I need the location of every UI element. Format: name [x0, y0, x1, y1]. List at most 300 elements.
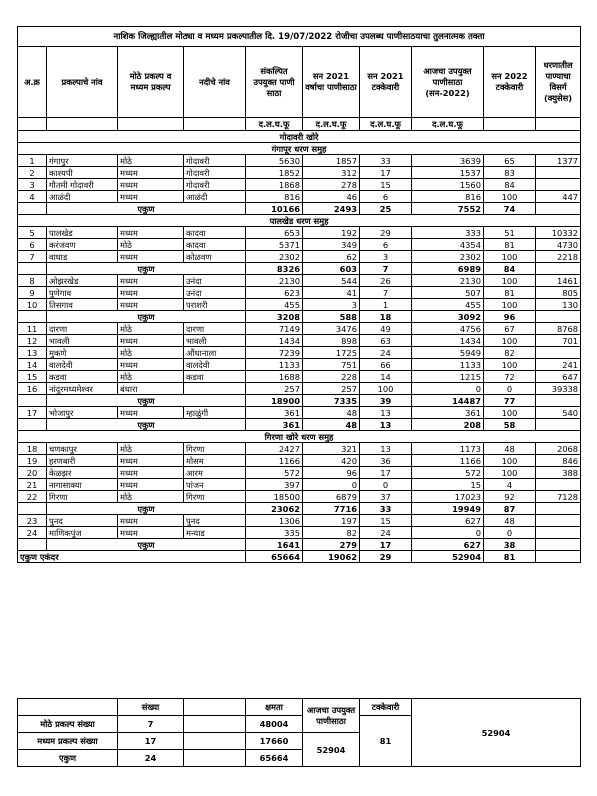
total-label: एकुण [47, 539, 246, 551]
table-cell: मध्यम [118, 299, 184, 311]
table-row [18, 455, 581, 467]
table-cell: 898 [303, 335, 360, 347]
table-cell [18, 311, 47, 323]
table-cell [536, 539, 581, 551]
table-cell [536, 551, 581, 563]
table-cell: मध्यम [118, 191, 184, 203]
table-row [18, 407, 581, 419]
table-cell: 63 [360, 335, 412, 347]
table-cell: 4756 [412, 323, 484, 335]
table-cell: मध्यम [118, 527, 184, 539]
table-cell: पांजन [184, 479, 246, 491]
group-title: गिरणा खोरे धरण समुह [18, 431, 581, 443]
table-cell: 241 [536, 359, 581, 371]
table-cell: 1133 [412, 359, 484, 371]
summary-count: 24 [118, 750, 184, 767]
table-row [18, 335, 581, 347]
table-cell: मध्यम [118, 227, 184, 239]
table-cell: 22 [18, 491, 47, 503]
table-cell [536, 479, 581, 491]
table-cell: 48 [484, 443, 536, 455]
table-cell: वालदेवी [184, 359, 246, 371]
table-cell: 2302 [246, 251, 303, 263]
table-cell: मोठे [118, 491, 184, 503]
table-cell: भावली [47, 335, 118, 347]
summary-capacity: 17660 [246, 733, 303, 750]
table-cell: 10166 [246, 203, 303, 215]
table-cell: 1537 [412, 167, 484, 179]
table-cell: 361 [246, 419, 303, 431]
table-cell: नागासाक्या [47, 479, 118, 491]
table-cell: वाघाड [47, 251, 118, 263]
table-row [18, 179, 581, 191]
table-cell: 52904 [412, 551, 484, 563]
table-cell [18, 263, 47, 275]
group-total-row [18, 539, 581, 551]
table-cell: 83 [484, 167, 536, 179]
table-cell: 37 [360, 491, 412, 503]
table-cell: 130 [536, 299, 581, 311]
table-cell: 24 [360, 527, 412, 539]
table-row [18, 515, 581, 527]
table-cell: 100 [484, 275, 536, 287]
table-cell: मध्यम [118, 275, 184, 287]
table-cell: 7128 [536, 491, 581, 503]
table-cell [536, 503, 581, 515]
group-title-row [18, 215, 581, 227]
table-cell: वालदेवी [47, 359, 118, 371]
table-cell: कडवा [184, 371, 246, 383]
header-sr: अ.क्र [18, 47, 47, 118]
table-cell [536, 419, 581, 431]
table-row [18, 227, 581, 239]
table-cell: 65 [484, 155, 536, 167]
table-cell: 455 [246, 299, 303, 311]
table-cell: औंधानाला [184, 347, 246, 359]
table-cell: 647 [536, 371, 581, 383]
header-project: प्रकल्पाचे नांव [47, 47, 118, 118]
table-cell: 18 [18, 443, 47, 455]
table-cell: 0 [360, 479, 412, 491]
table-cell: भोजापुर [47, 407, 118, 419]
unit-cell: द.ल.घ.फू [246, 118, 303, 131]
table-cell: 33 [360, 503, 412, 515]
table-cell: कडवा [47, 371, 118, 383]
table-cell [18, 419, 47, 431]
group-total-row [18, 311, 581, 323]
summary-header-capacity: क्षमता [246, 699, 303, 716]
table-cell: 1857 [303, 155, 360, 167]
table-cell: 81 [484, 287, 536, 299]
table-cell: 816 [246, 191, 303, 203]
table-cell [18, 503, 47, 515]
table-cell: 846 [536, 455, 581, 467]
table-cell: 603 [303, 263, 360, 275]
table-cell: 751 [303, 359, 360, 371]
total-label: एकुण [47, 395, 246, 407]
basin-title: गोदावरी खोरे [18, 131, 581, 143]
table-cell: 361 [246, 407, 303, 419]
table-cell: 627 [412, 539, 484, 551]
table-cell: 15 [412, 479, 484, 491]
table-cell: तिसगाव [47, 299, 118, 311]
table-cell: 3639 [412, 155, 484, 167]
table-cell: भावली [184, 335, 246, 347]
table-cell: बंधारा [118, 383, 184, 395]
table-cell: दारणा [184, 323, 246, 335]
table-cell: गोदावरी [184, 155, 246, 167]
table-cell: 279 [303, 539, 360, 551]
table-cell: कादवा [184, 239, 246, 251]
table-cell: मध्यम [118, 335, 184, 347]
grand-total-label: एकुण एकंदर [18, 551, 246, 563]
table-cell: 5630 [246, 155, 303, 167]
header-river: नदीचे नांव [184, 47, 246, 118]
table-cell: 39338 [536, 383, 581, 395]
table-cell: 1560 [412, 179, 484, 191]
table-cell: 0 [412, 383, 484, 395]
table-cell: 100 [360, 383, 412, 395]
table-cell: चणकापुर [47, 443, 118, 455]
table-cell: 1725 [303, 347, 360, 359]
table-cell [18, 203, 47, 215]
group-total-row [18, 419, 581, 431]
table-cell: 1852 [246, 167, 303, 179]
table-row [18, 467, 581, 479]
table-row [18, 347, 581, 359]
table-cell: आळंदी [47, 191, 118, 203]
table-cell: 46 [303, 191, 360, 203]
table-cell: 38 [484, 539, 536, 551]
table-cell: 7552 [412, 203, 484, 215]
header-discharge: धरणातील पाण्याचा विसर्ग (क्युसेस) [536, 47, 581, 118]
group-title-row [18, 143, 581, 155]
table-cell: 14487 [412, 395, 484, 407]
table-cell: 66 [360, 359, 412, 371]
table-cell: 74 [484, 203, 536, 215]
basin-row [18, 131, 581, 143]
table-cell: 1688 [246, 371, 303, 383]
table-cell: 6 [360, 191, 412, 203]
table-cell: 1461 [536, 275, 581, 287]
table-cell: कोळवण [184, 251, 246, 263]
group-title-row [18, 431, 581, 443]
table-cell: म्हाळुंगी [184, 407, 246, 419]
unit-row [18, 118, 581, 131]
table-cell: 2493 [303, 203, 360, 215]
table-cell: गंगापुर [47, 155, 118, 167]
table-cell: 7149 [246, 323, 303, 335]
table-cell [536, 347, 581, 359]
summary-right-value: 52904 [412, 699, 581, 767]
table-cell: आळंदी [184, 191, 246, 203]
table-cell: 23 [18, 515, 47, 527]
table-cell: 312 [303, 167, 360, 179]
table-cell: 7239 [246, 347, 303, 359]
table-cell [18, 395, 47, 407]
table-cell: 0 [484, 527, 536, 539]
table-cell: 41 [303, 287, 360, 299]
table-cell: 96 [484, 311, 536, 323]
table-cell: 39 [360, 395, 412, 407]
table-cell: 7 [360, 287, 412, 299]
table-cell: मध्यम [118, 467, 184, 479]
table-cell: 29 [360, 227, 412, 239]
table-cell: 16 [18, 383, 47, 395]
table-cell: 5371 [246, 239, 303, 251]
summary-header-row [18, 699, 581, 716]
table-cell [18, 539, 47, 551]
table-cell: मध्यम [118, 167, 184, 179]
table-cell: 7335 [303, 395, 360, 407]
table-cell: 1868 [246, 179, 303, 191]
table-title: नाशिक जिल्ह्यातील मोठ्या व मध्यम प्रकल्पातील दि. 19/07/2022 रोजीचा उपलब्ध पाणीसाठयाचा तुलनात्मक तक्ता [18, 27, 581, 47]
table-cell: 11 [18, 323, 47, 335]
table-cell: पुणेगाव [47, 287, 118, 299]
summary-header-count: संख्या [118, 699, 184, 716]
table-cell: 321 [303, 443, 360, 455]
table-cell: 5 [18, 227, 47, 239]
table-cell: 25 [360, 203, 412, 215]
unit-cell: द.ल.घ.फू [303, 118, 360, 131]
table-cell: 192 [303, 227, 360, 239]
table-cell: 361 [412, 407, 484, 419]
table-cell: 1173 [412, 443, 484, 455]
summary-capacity: 65664 [246, 750, 303, 767]
table-cell: 2218 [536, 251, 581, 263]
table-cell: 84 [484, 263, 536, 275]
summary-table [17, 698, 581, 767]
table-cell: 1166 [412, 455, 484, 467]
table-cell [536, 203, 581, 215]
table-cell: 21 [18, 479, 47, 491]
table-cell: पुनद [184, 515, 246, 527]
table-cell: मध्यम [118, 479, 184, 491]
table-cell: गिरणा [184, 491, 246, 503]
table-cell: 18900 [246, 395, 303, 407]
table-cell: 1133 [246, 359, 303, 371]
header-pct-2022: सन 2022 टक्केवारी [484, 47, 536, 118]
group-total-row [18, 203, 581, 215]
table-cell: 49 [360, 323, 412, 335]
table-cell: 100 [484, 251, 536, 263]
table-row [18, 275, 581, 287]
table-cell: 65664 [246, 551, 303, 563]
table-cell: 0 [303, 479, 360, 491]
table-cell: 17 [360, 167, 412, 179]
table-cell: मन्याड [184, 527, 246, 539]
summary-pct: 81 [360, 716, 412, 767]
table-cell: मोठे [118, 155, 184, 167]
table-cell: 7716 [303, 503, 360, 515]
total-label: एकुण [47, 263, 246, 275]
summary-count: 7 [118, 716, 184, 733]
table-cell: 1434 [412, 335, 484, 347]
table-cell: 81 [484, 551, 536, 563]
table-cell: 0 [412, 527, 484, 539]
table-cell: 8326 [246, 263, 303, 275]
table-cell: 18500 [246, 491, 303, 503]
table-cell: 540 [536, 407, 581, 419]
table-cell: 3208 [246, 311, 303, 323]
table-row [18, 383, 581, 395]
table-cell: 2130 [246, 275, 303, 287]
table-cell: 7 [360, 263, 412, 275]
table-cell: 3476 [303, 323, 360, 335]
table-cell: उनंदा [184, 275, 246, 287]
table-row [18, 527, 581, 539]
table-cell: 12 [18, 335, 47, 347]
table-cell: 0 [484, 383, 536, 395]
table-cell: 1434 [246, 335, 303, 347]
table-cell [536, 395, 581, 407]
table-cell: 84 [484, 179, 536, 191]
table-cell [536, 311, 581, 323]
table-cell: 278 [303, 179, 360, 191]
table-cell: 4 [484, 479, 536, 491]
grand-total-row [18, 551, 581, 563]
table-cell: 19949 [412, 503, 484, 515]
table-cell: 2302 [412, 251, 484, 263]
table-cell: 701 [536, 335, 581, 347]
table-cell: 48 [484, 515, 536, 527]
group-total-row [18, 395, 581, 407]
table-cell: उनंदा [184, 287, 246, 299]
table-cell: 23062 [246, 503, 303, 515]
table-cell: 13 [360, 419, 412, 431]
summary-today: 52904 [303, 733, 360, 767]
table-cell: 67 [484, 323, 536, 335]
table-cell: 4 [18, 191, 47, 203]
table-row [18, 239, 581, 251]
header-type: मोठे प्रकल्प व मध्यम प्रकल्प [118, 47, 184, 118]
summary-capacity: 48004 [246, 716, 303, 733]
table-row [18, 323, 581, 335]
table-cell: 349 [303, 239, 360, 251]
table-cell: 77 [484, 395, 536, 407]
table-row [18, 491, 581, 503]
table-cell: 3 [18, 179, 47, 191]
table-cell: 24 [18, 527, 47, 539]
table-cell: पालखेड [47, 227, 118, 239]
group-total-row [18, 503, 581, 515]
table-cell: 96 [303, 467, 360, 479]
summary-label: एकुण [18, 750, 118, 767]
table-cell: 17023 [412, 491, 484, 503]
table-row [18, 191, 581, 203]
table-cell: 816 [412, 191, 484, 203]
table-cell: 2130 [412, 275, 484, 287]
table-cell: 507 [412, 287, 484, 299]
table-cell: 15 [360, 515, 412, 527]
table-cell: केळझर [47, 467, 118, 479]
table-cell: गौतमी गोदावरी [47, 179, 118, 191]
table-cell: मध्यम [118, 455, 184, 467]
table-row [18, 479, 581, 491]
header-today: आजचा उपयुक्त पाणीसाठा (सन-2022) [412, 47, 484, 118]
table-cell: 13 [360, 443, 412, 455]
table-row [18, 287, 581, 299]
table-cell: मध्यम [118, 179, 184, 191]
table-cell: 257 [303, 383, 360, 395]
table-cell: मोठे [118, 347, 184, 359]
table-cell: 100 [484, 455, 536, 467]
table-cell: करंजवण [47, 239, 118, 251]
table-row [18, 251, 581, 263]
comparison-table [17, 26, 581, 563]
total-label: एकुण [47, 203, 246, 215]
table-cell: 335 [246, 527, 303, 539]
table-cell: 7 [18, 251, 47, 263]
table-cell: काश्यपी [47, 167, 118, 179]
table-cell: 455 [412, 299, 484, 311]
table-cell: 17 [18, 407, 47, 419]
table-cell [536, 179, 581, 191]
table-cell: 81 [484, 239, 536, 251]
table-cell: 257 [246, 383, 303, 395]
table-cell: पराशरी [184, 299, 246, 311]
unit-cell: द.ल.घ.फू [360, 118, 412, 131]
table-cell: 397 [246, 479, 303, 491]
table-cell: 228 [303, 371, 360, 383]
table-cell: 87 [484, 503, 536, 515]
table-cell: 33 [360, 155, 412, 167]
header-row [18, 47, 581, 118]
table-cell: 100 [484, 335, 536, 347]
table-cell: 51 [484, 227, 536, 239]
table-cell: हरणबारी [47, 455, 118, 467]
unit-cell: द.ल.घ.फू [412, 118, 484, 131]
table-cell: 627 [412, 515, 484, 527]
table-cell: 208 [412, 419, 484, 431]
table-cell: 62 [303, 251, 360, 263]
table-cell [536, 527, 581, 539]
table-cell: 6879 [303, 491, 360, 503]
table-cell: 1 [18, 155, 47, 167]
table-cell: 100 [484, 407, 536, 419]
table-cell: 1306 [246, 515, 303, 527]
table-row [18, 155, 581, 167]
table-cell: मध्यम [118, 359, 184, 371]
table-cell: 72 [484, 371, 536, 383]
total-label: एकुण [47, 503, 246, 515]
summary-label: मध्यम प्रकल्प संख्या [18, 733, 118, 750]
table-row [18, 167, 581, 179]
table-cell: 15 [18, 371, 47, 383]
table-row [18, 371, 581, 383]
table-cell: 1377 [536, 155, 581, 167]
table-cell: 26 [360, 275, 412, 287]
table-cell: 13 [360, 407, 412, 419]
table-cell: 82 [484, 347, 536, 359]
header-planned: संकल्पित उपयुक्त पाणी साठा [246, 47, 303, 118]
table-cell: 3 [303, 299, 360, 311]
table-cell: दारणा [47, 323, 118, 335]
table-cell: गोदावरी [184, 167, 246, 179]
table-cell: मोठे [118, 371, 184, 383]
table-cell: 1 [360, 299, 412, 311]
summary-count: 17 [118, 733, 184, 750]
table-cell: 14 [18, 359, 47, 371]
table-cell: मध्यम [118, 287, 184, 299]
table-cell: मोठे [118, 443, 184, 455]
header-pct-2021: सन 2021 टक्केवारी [360, 47, 412, 118]
table-cell: 6989 [412, 263, 484, 275]
header-2021: सन 2021 वर्षाचा पाणीसाठा [303, 47, 360, 118]
table-cell: 3092 [412, 311, 484, 323]
table-cell: 100 [484, 191, 536, 203]
table-cell: 4354 [412, 239, 484, 251]
